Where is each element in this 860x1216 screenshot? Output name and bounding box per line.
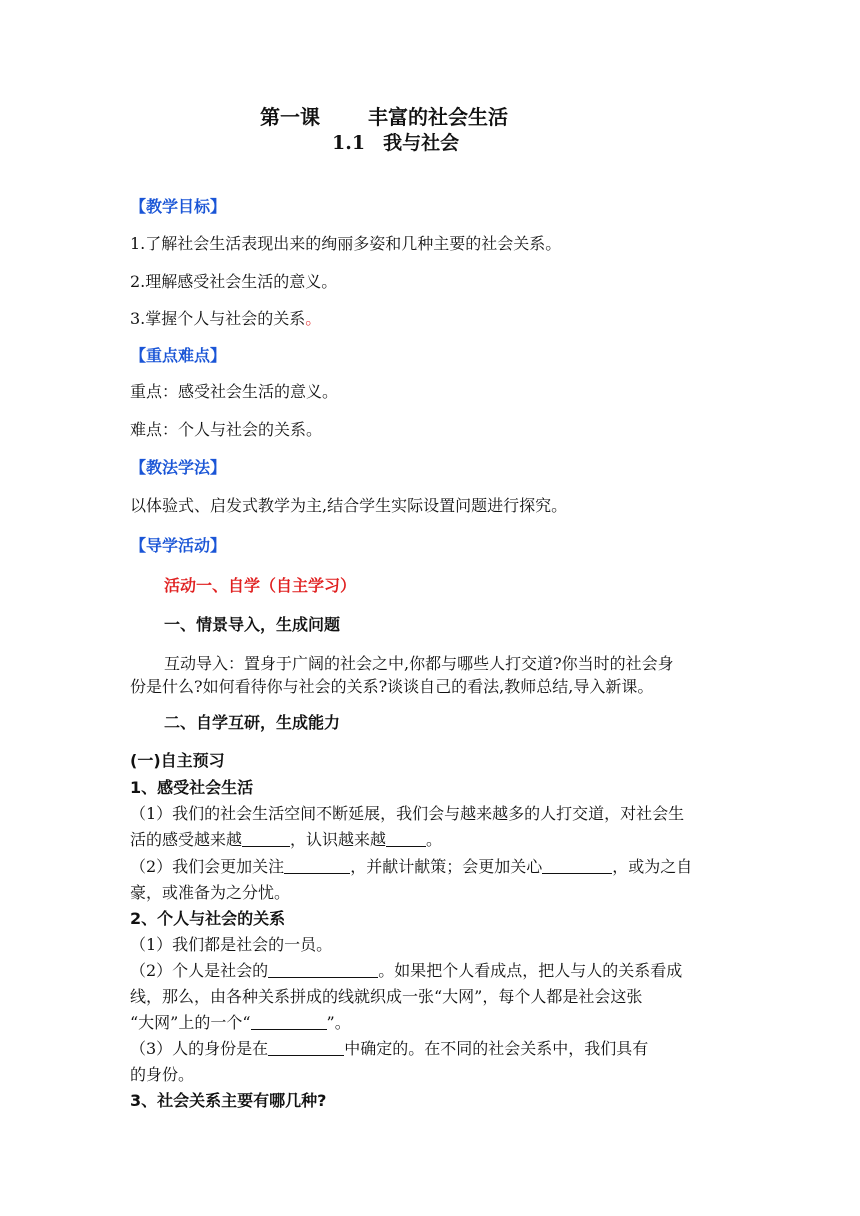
question-1-title: 1、感受社会生活 (130, 778, 254, 797)
question-1-1-line-1: （1）我们的社会生活空间不断延展，我们会与越来越多的人打交道，对社会生 (130, 804, 685, 823)
lesson-name: 丰富的社会生活 (368, 105, 508, 129)
preview-heading: (一)自主预习 (130, 751, 225, 770)
q1-1-text-b: ，认识越来越 (290, 830, 387, 849)
fill-blank[interactable] (251, 1013, 327, 1030)
section-title (332, 132, 459, 154)
q2-2-text-a: （2）个人是社会的 (130, 961, 269, 980)
difficult-point: 难点：个人与社会的关系。 (130, 420, 323, 439)
intro-line-2: 份是什么?如何看待你与社会的关系?谈谈自己的看法,教师总结,导入新课。 (130, 677, 654, 696)
q1-1-text-c: 。 (426, 830, 443, 849)
key-point: 重点：感受社会生活的意义。 (130, 382, 339, 401)
q1-2-text-a: （2）我们会更加关注 (130, 857, 285, 876)
step-two-title: 二、自学互研，生成能力 (164, 713, 341, 732)
activity-one-title: 活动一、自学（自主学习） (164, 576, 357, 595)
question-2-title: 2、个人与社会的关系 (130, 909, 286, 928)
lesson-number: 第一课 (260, 105, 320, 129)
question-2-3-line-1 (130, 1038, 648, 1060)
question-1-1-line-2 (130, 829, 442, 851)
intro-line-1: 互动导入：置身于广阔的社会之中,你都与哪些人打交道?你当时的社会身 (164, 654, 674, 673)
objective-item-3 (130, 308, 321, 330)
question-3-title: 3、社会关系主要有哪几种? (130, 1091, 327, 1110)
q2-3-text-b: 中确定的。在不同的社会关系中，我们具有 (344, 1039, 649, 1058)
q1-2-text-b: ，并献计献策；会更加关心 (350, 857, 543, 876)
q1-2-text-c: ，或为之自 (612, 857, 693, 876)
objective-item-3-text: 3.掌握个人与社会的关系 (130, 309, 306, 328)
question-2-2-line-1 (130, 960, 682, 982)
section-name: 我与社会 (383, 132, 460, 154)
fill-blank[interactable] (242, 830, 290, 847)
question-2-3-line-2: 的身份。 (130, 1065, 195, 1084)
q2-2-text-d: ”。 (326, 1013, 351, 1032)
question-1-2-line-1 (130, 856, 692, 878)
objective-item-3-period: 。 (305, 309, 322, 328)
fill-blank[interactable] (386, 830, 426, 847)
question-2-2-line-2: 线，那么，由各种关系拼成的线就织成一张“大网”，每个人都是社会这张 (130, 987, 643, 1006)
question-1-2-line-2: 豪，或准备为之分忧。 (130, 883, 291, 902)
methods-text: 以体验式、启发式教学为主,结合学生实际设置问题进行探究。 (130, 496, 568, 515)
step-one-title: 一、情景导入，生成问题 (164, 615, 341, 634)
question-2-1: （1）我们都是社会的一员。 (130, 935, 333, 954)
q2-2-text-b: 。如果把个人看成点，把人与人的关系看成 (378, 961, 683, 980)
q2-3-text-a: （3）人的身份是在 (130, 1039, 269, 1058)
fill-blank[interactable] (284, 857, 350, 874)
fill-blank[interactable] (268, 1039, 344, 1056)
keypoints-heading: 【重点难点】 (130, 346, 227, 365)
q1-1-text-a: 活的感受越来越 (130, 830, 243, 849)
lesson-title (260, 106, 508, 128)
question-2-2-line-3 (130, 1012, 351, 1034)
objective-item-1: 1.了解社会生活表现出来的绚丽多姿和几种主要的社会关系。 (130, 234, 562, 253)
q2-2-text-c: “大网”上的一个“ (130, 1013, 251, 1032)
fill-blank[interactable] (268, 961, 378, 978)
section-number: 1.1 (332, 132, 366, 154)
objectives-heading: 【教学目标】 (130, 197, 227, 216)
fill-blank[interactable] (542, 857, 612, 874)
activities-heading: 【导学活动】 (130, 536, 227, 555)
objective-item-2: 2.理解感受社会生活的意义。 (130, 272, 338, 291)
methods-heading: 【教法学法】 (130, 458, 227, 477)
